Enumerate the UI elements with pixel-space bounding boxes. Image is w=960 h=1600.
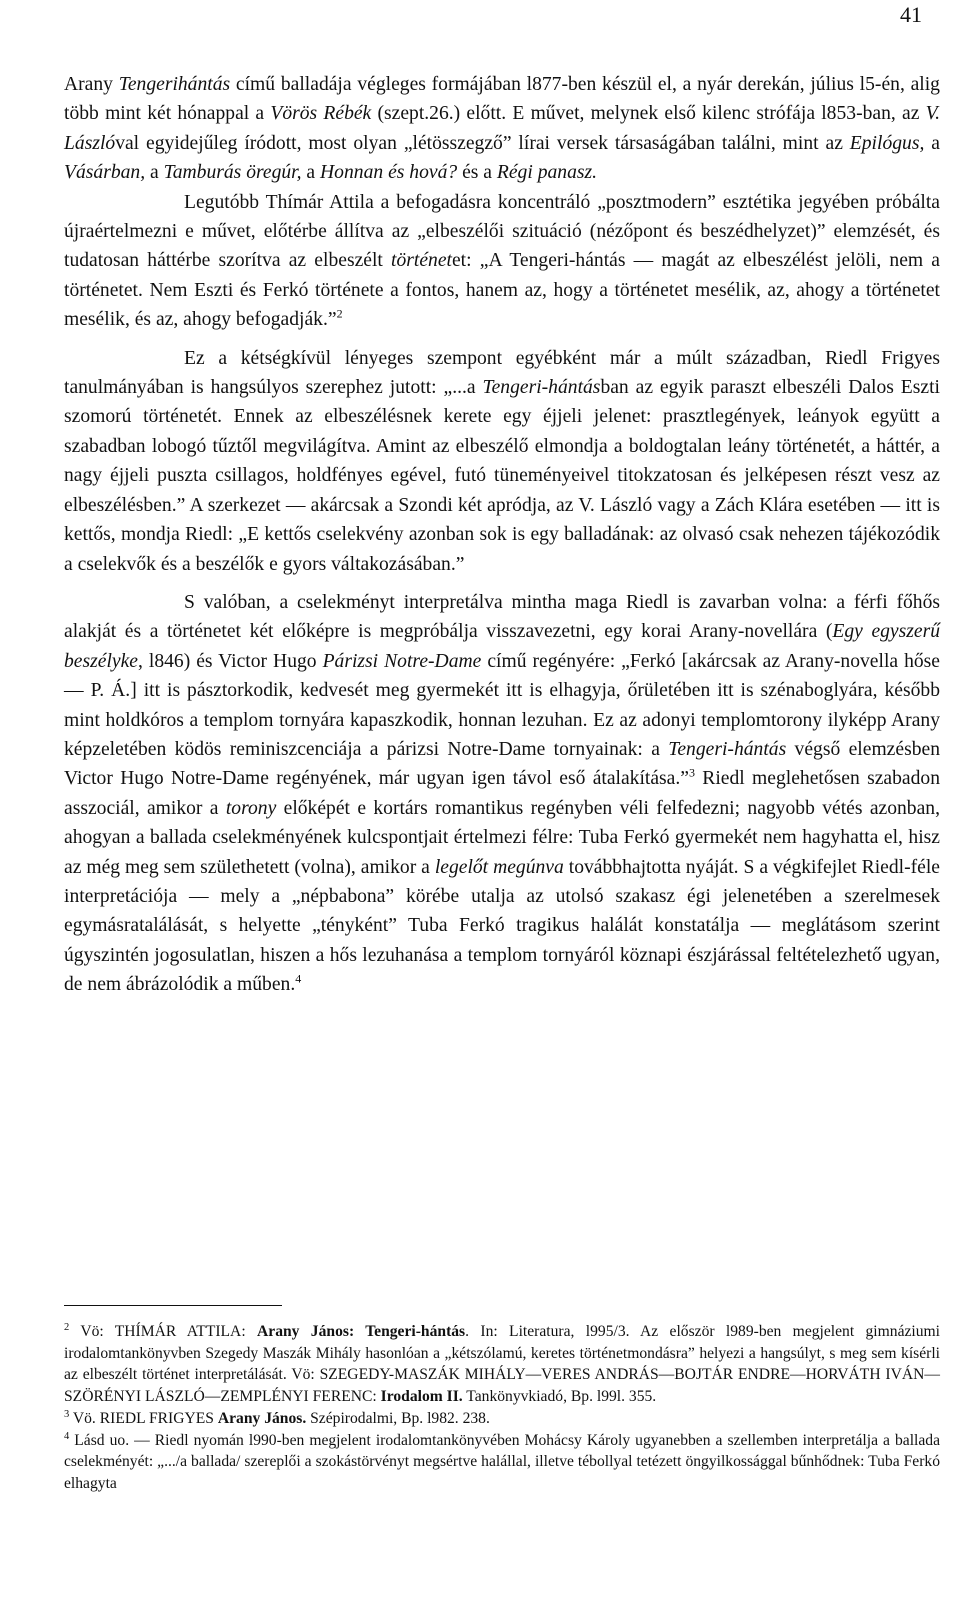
paragraph bbox=[64, 70, 940, 188]
footnote-ref: 4 bbox=[64, 1430, 70, 1442]
bold-text: Irodalom II. bbox=[380, 1388, 463, 1406]
text-run: Arany bbox=[64, 74, 119, 95]
italic-text: Tamburás öregúr, bbox=[163, 162, 302, 184]
italic-text: Párizsi Notre-Dame bbox=[322, 650, 482, 672]
footnote-ref: 3 bbox=[64, 1408, 70, 1420]
text-run: Vö: THÍMÁR ATTILA: bbox=[69, 1323, 258, 1340]
text-run: végső elemzésben Victor Hugo Notre-Dame regényének, már ugyan igen távol eső átalakítása.” bbox=[64, 738, 940, 790]
footnote bbox=[64, 1408, 940, 1430]
italic-text: Tengerihántás bbox=[118, 74, 231, 95]
text-run: val egyidejűleg íródott, most olyan „létösszegző” lírai versek társaságában találni, mint az bbox=[115, 132, 850, 154]
italic-text: Epilógus, bbox=[849, 132, 925, 154]
italic-text: Vörös Rébék bbox=[270, 103, 372, 125]
text-run: továbbhajtotta nyáját. S a végkifejlet Riedl-féle interpretációja — mely a „népbabona” körébe utalja az utolsó szakasz égi jelenetében a szerelmesek egymásratalálását, s helyette „tényként” Tuba Ferkó tragikus halálát konstatálja — meglátásom szerint úgyszintén jogosulatlan, hiszen a hős lezuhanása a templom tornyáról köznapi észjárással feltételezhető ugyan, de nem ábrázolódik a műben. bbox=[64, 856, 941, 996]
text-run: és a bbox=[457, 162, 497, 184]
footnote-ref: 3 bbox=[688, 765, 695, 780]
italic-text: V. László bbox=[64, 103, 940, 154]
text-run: (szept.26.) előtt. E művet, melynek első kilenc strófája l853-ban, az bbox=[371, 103, 926, 125]
text-run: , l846) és Victor Hugo bbox=[137, 650, 323, 672]
footnote-ref: 2 bbox=[64, 1321, 70, 1333]
text-run: Ez a kétségkívül lényeges szempont egyébként már a múlt században, Riedl Frigyes tanulmányában is hangsúlyos szerephez jutott: „...a bbox=[64, 347, 940, 399]
footnote bbox=[64, 1321, 940, 1408]
text-run: a bbox=[301, 162, 321, 184]
italic-text: Honnan és hová? bbox=[320, 162, 458, 184]
text-run: Legutóbb Thímár Attila a befogadásra koncentráló „posztmodern” esztétika jegyében próbálta újraértelmezni e művet, előtérbe állítva az „elbeszélői szituáció (nézőpont és beszédhelyzet)” elemzését, és tudatosan háttérbe szorítva az elbeszélt bbox=[64, 191, 940, 272]
footnote-separator bbox=[64, 1305, 282, 1306]
page-number: 41 bbox=[900, 2, 922, 27]
text-run: című regényére: „Ferkó [akárcsak az Arany-novella hőse — P. Á.] itt is pásztorkodik, kedvesét meg gyermekét itt is elhagyja, őrületében itt is szénaboglyára, később mint holdkóros a templom tornyára kapaszkodik, honnan lezuhan. Ez az adonyi templomtorony ilyképp Arany képzeletében ködös reminiszcenciája a párizsi Notre-Dame tornyainak: a bbox=[64, 650, 940, 760]
text-run: előképét e kortárs romantikus regényben véli felfedezni; nagyobb vétés azonban, ahogyan a ballada cselekményének kulcspontjait értelmezi félre: Tuba Ferkó gyermekét nem hagyhatta el, hisz az még meg sem születhetett (volna), amikor a bbox=[64, 797, 940, 878]
italic-text: Tengeri-hántás bbox=[668, 738, 787, 760]
text-run: S valóban, a cselekményt interpretálva mintha maga Riedl is zavarban volna: a férfi főhős alakját és a történetet két előképre is megpróbálja visszavezetni, egy korai Arany-novellára ( bbox=[64, 591, 940, 643]
text-run: et: „A Tengeri-hántás — magát az elbeszélést jelöli, nem a történetet. Nem Eszti és Ferkó története a fontos, hanem az, hogy a történetet mesélik, az, ahogy a történetet mesélik, és az, ahogy befogadják.” bbox=[64, 250, 941, 331]
text-run: című balladája végleges formájában l877-ben készül el, a nyár derekán, július l5-én, alig több mint két hónappal a bbox=[64, 74, 940, 125]
text-run: a bbox=[145, 162, 164, 184]
footnotes bbox=[64, 1321, 940, 1495]
text-run: Riedl meglehetősen szabadon asszociál, amikor a bbox=[64, 768, 940, 819]
italic-text: Egy egyszerű beszélyke bbox=[64, 621, 940, 672]
footnote-ref: 2 bbox=[336, 306, 343, 321]
text-run: Szépirodalmi, Bp. l982. 238. bbox=[306, 1409, 490, 1427]
body-text bbox=[64, 70, 940, 1000]
paragraph bbox=[64, 588, 940, 1000]
bold-text: Arany János. bbox=[217, 1409, 307, 1427]
text-run: Tankönyvkiadó, Bp. l99l. 355. bbox=[462, 1388, 657, 1406]
italic-text: Tengeri-hántás bbox=[482, 377, 601, 399]
italic-text: legelőt megúnva bbox=[434, 856, 564, 878]
text-run: Lásd uo. — Riedl nyomán l990-ben megjelent irodalomtankönyvében Mohácsy Károly ugyanebben a szellemben interpretálja a ballada cselekményét: „.../a ballada/ szereplői a szokástörvényt megsértve halállal, illetve tébollyal tetézett öngyilkossággal bűnhődnek: Tuba Ferkó elhagyta bbox=[64, 1431, 940, 1492]
italic-text: torony bbox=[225, 797, 277, 819]
footnote bbox=[64, 1430, 940, 1495]
italic-text: Régi panasz. bbox=[496, 162, 598, 184]
text-run: Vö. RIEDL FRIGYES bbox=[69, 1409, 218, 1427]
italic-text: Vásárban, bbox=[64, 162, 146, 184]
footnote-ref: 4 bbox=[295, 971, 302, 986]
text-run: . In: Literatura, l995/3. Az először l989-ben megjelent gimnáziumi irodalomtankönyvben Szegedy Maszák Mihály hasonlóan a „kétszólamú, keretes történetmondásra” helyezi a hangsúlyt, s meg sem kísérli az elbeszélt történet interpretálását. Vö: SZEGEDY-MASZÁK MIHÁLY—VERES ANDRÁS—BOJTÁR ENDRE—HORVÁTH IVÁN—SZÖRÉNYI LÁSZLÓ—ZEMPLÉNYI FERENC: bbox=[64, 1323, 941, 1406]
text-run: ban az egyik paraszt elbeszéli Dalos Eszti szomorú történetét. Ennek az elbeszélésnek kerete egy éjjeli jelenet: prasztlegények, leányok együtt a szabadban lobogó tűztől megvilágítva. Amint az elbeszélő elmondja a boldogtalan leány történetét, a háttér, a nagy éjjeli puszta csillagos, holdfényes egével, futó tüneményeivel titokzatosan és jelképesen részt vesz az elbeszélésben.” A szerkezet — akárcsak a Szondi két apródja, az V. László vagy a Zách Klára esetében — itt is kettős, mondja Riedl: „E kettős cselekvény azonban sok is egy balladának: az olvasó csak nehezen tájékozódik a cselekvők és a beszélők e gyors váltakozásában.” bbox=[64, 377, 940, 575]
text-run: a bbox=[924, 132, 940, 154]
bold-text: Arany János: Tengeri-hántás bbox=[257, 1323, 466, 1340]
paragraph bbox=[64, 344, 940, 579]
italic-text: történet bbox=[391, 250, 452, 272]
paragraph bbox=[64, 188, 940, 335]
